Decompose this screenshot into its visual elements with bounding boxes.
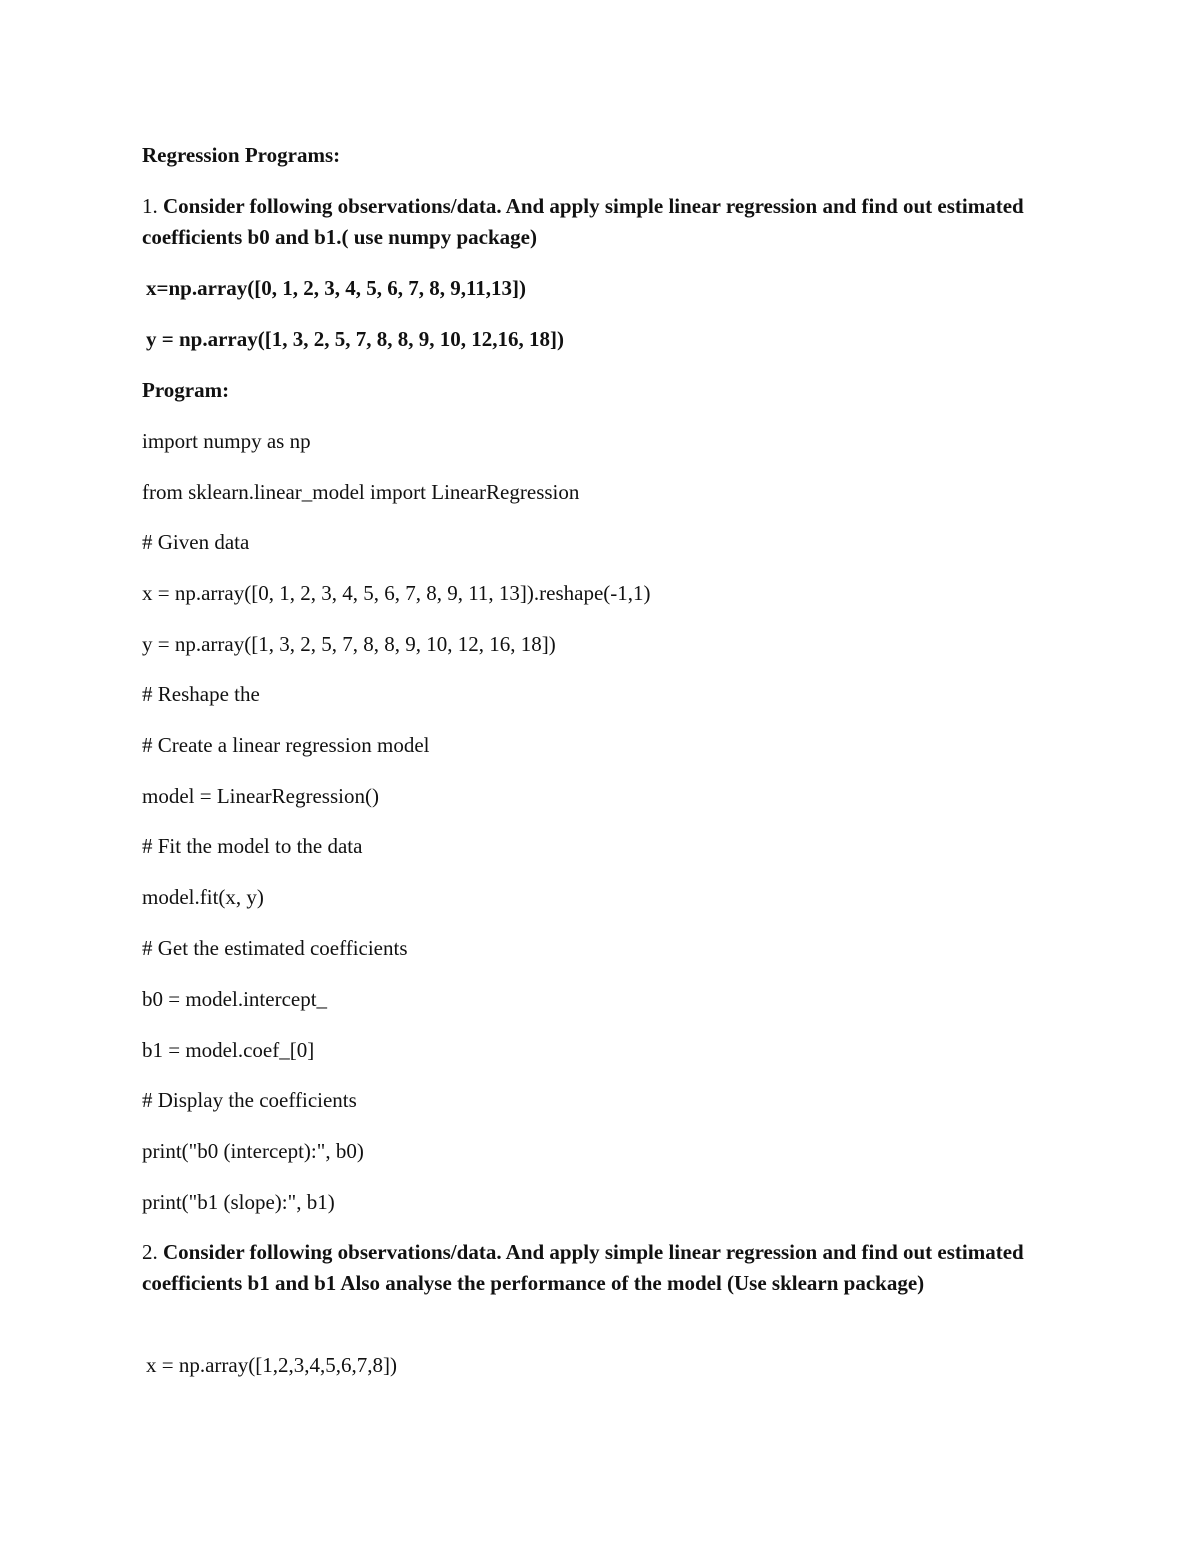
question-2 (142, 1237, 1042, 1299)
code-line: print("b1 (slope):", b1) (142, 1190, 335, 1214)
code-line: # Display the coefficients (142, 1088, 357, 1112)
code-line: y = np.array([1, 3, 2, 5, 7, 8, 8, 9, 10, 12, 16, 18]) (142, 632, 556, 656)
code-line: # Reshape the (142, 682, 260, 706)
code-line: # Create a linear regression model (142, 733, 430, 757)
program-label: Program: (142, 378, 230, 402)
question-1-y-data: y = np.array([1, 3, 2, 5, 7, 8, 8, 9, 10, 12,16, 18]) (146, 327, 564, 351)
question-1-number: 1. (142, 194, 158, 218)
code-line: # Fit the model to the data (142, 834, 363, 858)
question-2-text: Consider following observations/data. And apply simple linear regression and find out estimated coefficients b1 and b1 Also analyse the performance of the model (Use sklearn package) (142, 1240, 1024, 1295)
document-title: Regression Programs: (142, 143, 341, 167)
question-1 (142, 191, 1042, 253)
question-2-x-data: x = np.array([1,2,3,4,5,6,7,8]) (146, 1353, 397, 1377)
code-line: from sklearn.linear_model import LinearRegression (142, 480, 580, 504)
code-line: import numpy as np (142, 429, 311, 453)
code-line: # Get the estimated coefficients (142, 936, 408, 960)
question-1-text: Consider following observations/data. And apply simple linear regression and find out estimated coefficients b0 and b1.( use numpy package) (142, 194, 1024, 249)
code-line: b1 = model.coef_[0] (142, 1038, 315, 1062)
code-line: model.fit(x, y) (142, 885, 264, 909)
code-line: b0 = model.intercept_ (142, 987, 328, 1011)
code-line: model = LinearRegression() (142, 784, 379, 808)
question-1-x-data: x=np.array([0, 1, 2, 3, 4, 5, 6, 7, 8, 9,11,13]) (146, 276, 527, 300)
code-line: print("b0 (intercept):", b0) (142, 1139, 364, 1163)
question-2-number: 2. (142, 1240, 158, 1264)
code-line: # Given data (142, 530, 250, 554)
code-line: x = np.array([0, 1, 2, 3, 4, 5, 6, 7, 8, 9, 11, 13]).reshape(-1,1) (142, 581, 651, 605)
